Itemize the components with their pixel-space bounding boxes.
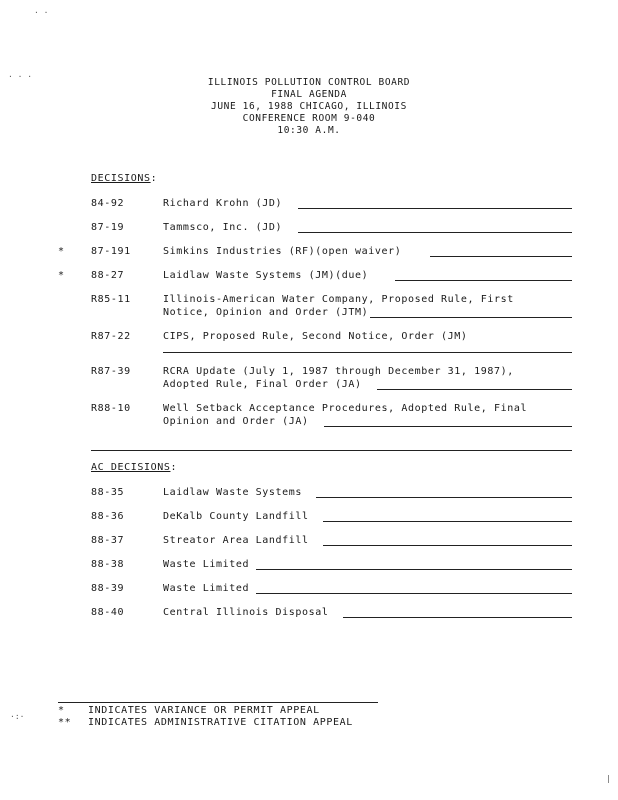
docket-number: 84-92 <box>91 198 125 209</box>
case-description: Tammsco, Inc. (JD) <box>163 222 283 233</box>
legend-symbol: * <box>58 705 65 716</box>
fill-line <box>163 352 572 353</box>
case-description: Richard Krohn (JD) <box>163 198 283 209</box>
case-description: CIPS, Proposed Rule, Second Notice, Order (JM) <box>163 331 468 342</box>
meeting-date-location: JUNE 16, 1988 CHICAGO, ILLINOIS <box>211 101 407 112</box>
scan-speck: | <box>606 774 611 783</box>
ac-decision-row <box>0 511 618 525</box>
fill-line <box>430 256 572 257</box>
fill-line <box>370 317 572 318</box>
case-description: Illinois-American Water Company, Proposed Rule, First <box>163 294 514 305</box>
case-description: Central Illinois Disposal <box>163 607 329 618</box>
fill-line <box>395 280 572 281</box>
appeal-mark: * <box>58 270 65 281</box>
legend-item <box>58 705 320 716</box>
case-description-continued: Notice, Opinion and Order (JTM) <box>163 307 369 318</box>
case-description: Simkins Industries (RF)(open waiver) <box>163 246 402 257</box>
docket-number: 88-38 <box>91 559 125 570</box>
ac-decision-row <box>0 559 618 573</box>
ac-decisions-heading: AC DECISIONS: <box>91 462 178 473</box>
fill-line <box>323 545 572 546</box>
docket-number: 88-40 <box>91 607 125 618</box>
decision-row <box>0 366 618 380</box>
docket-number: 87-19 <box>91 222 125 233</box>
ac-decision-row <box>0 583 618 597</box>
fill-line <box>298 208 572 209</box>
decision-row <box>0 222 618 236</box>
case-description: Laidlaw Waste Systems <box>163 487 303 498</box>
fill-line <box>316 497 572 498</box>
fill-line <box>256 593 572 594</box>
section-separator <box>91 450 572 451</box>
docket-number: 87-191 <box>91 246 131 257</box>
decision-row <box>0 403 618 417</box>
fill-line <box>256 569 572 570</box>
decision-row <box>0 246 618 260</box>
fill-line <box>298 232 572 233</box>
case-description: Waste Limited <box>163 583 250 594</box>
docket-number: 88-36 <box>91 511 125 522</box>
docket-number: 88-35 <box>91 487 125 498</box>
scan-speck: · · · <box>8 72 33 81</box>
fill-line <box>323 521 572 522</box>
case-description-continued: Adopted Rule, Final Order (JA) <box>163 379 362 390</box>
decision-row <box>0 331 618 345</box>
docket-number: R85-11 <box>91 294 131 305</box>
case-description: RCRA Update (July 1, 1987 through December 31, 1987), <box>163 366 514 377</box>
appeal-mark: * <box>58 246 65 257</box>
legend-symbol: ** <box>58 717 72 728</box>
meeting-time: 10:30 A.M. <box>277 125 341 136</box>
decision-row <box>0 294 618 308</box>
scan-speck: ·:· <box>10 712 25 721</box>
legend-text: INDICATES VARIANCE OR PERMIT APPEAL <box>88 705 320 716</box>
agenda-title: FINAL AGENDA <box>271 89 347 100</box>
docket-number: R87-22 <box>91 331 131 342</box>
docket-number: 88-27 <box>91 270 125 281</box>
case-description: DeKalb County Landfill <box>163 511 309 522</box>
fill-line <box>343 617 572 618</box>
ac-decision-row <box>0 535 618 549</box>
fill-line <box>377 389 572 390</box>
scan-speck: · · <box>34 8 49 17</box>
ac-decision-row <box>0 607 618 621</box>
ac-decision-row <box>0 487 618 501</box>
docket-number: 88-37 <box>91 535 125 546</box>
legend-rule <box>58 702 378 703</box>
decision-row <box>0 270 618 284</box>
case-description: Waste Limited <box>163 559 250 570</box>
docket-number: R87-39 <box>91 366 131 377</box>
fill-line <box>324 426 572 427</box>
meeting-room: CONFERENCE ROOM 9-040 <box>242 113 376 124</box>
board-name: ILLINOIS POLLUTION CONTROL BOARD <box>207 77 411 88</box>
decision-row <box>0 198 618 212</box>
decisions-heading: DECISIONS: <box>91 173 158 184</box>
case-description: Streator Area Landfill <box>163 535 309 546</box>
case-description: Laidlaw Waste Systems (JM)(due) <box>163 270 369 281</box>
docket-number: 88-39 <box>91 583 125 594</box>
docket-number: R88-10 <box>91 403 131 414</box>
legend-item <box>58 717 353 728</box>
case-description-continued: Opinion and Order (JA) <box>163 416 309 427</box>
case-description: Well Setback Acceptance Procedures, Adopted Rule, Final <box>163 403 528 414</box>
legend-text: INDICATES ADMINISTRATIVE CITATION APPEAL <box>88 717 353 728</box>
